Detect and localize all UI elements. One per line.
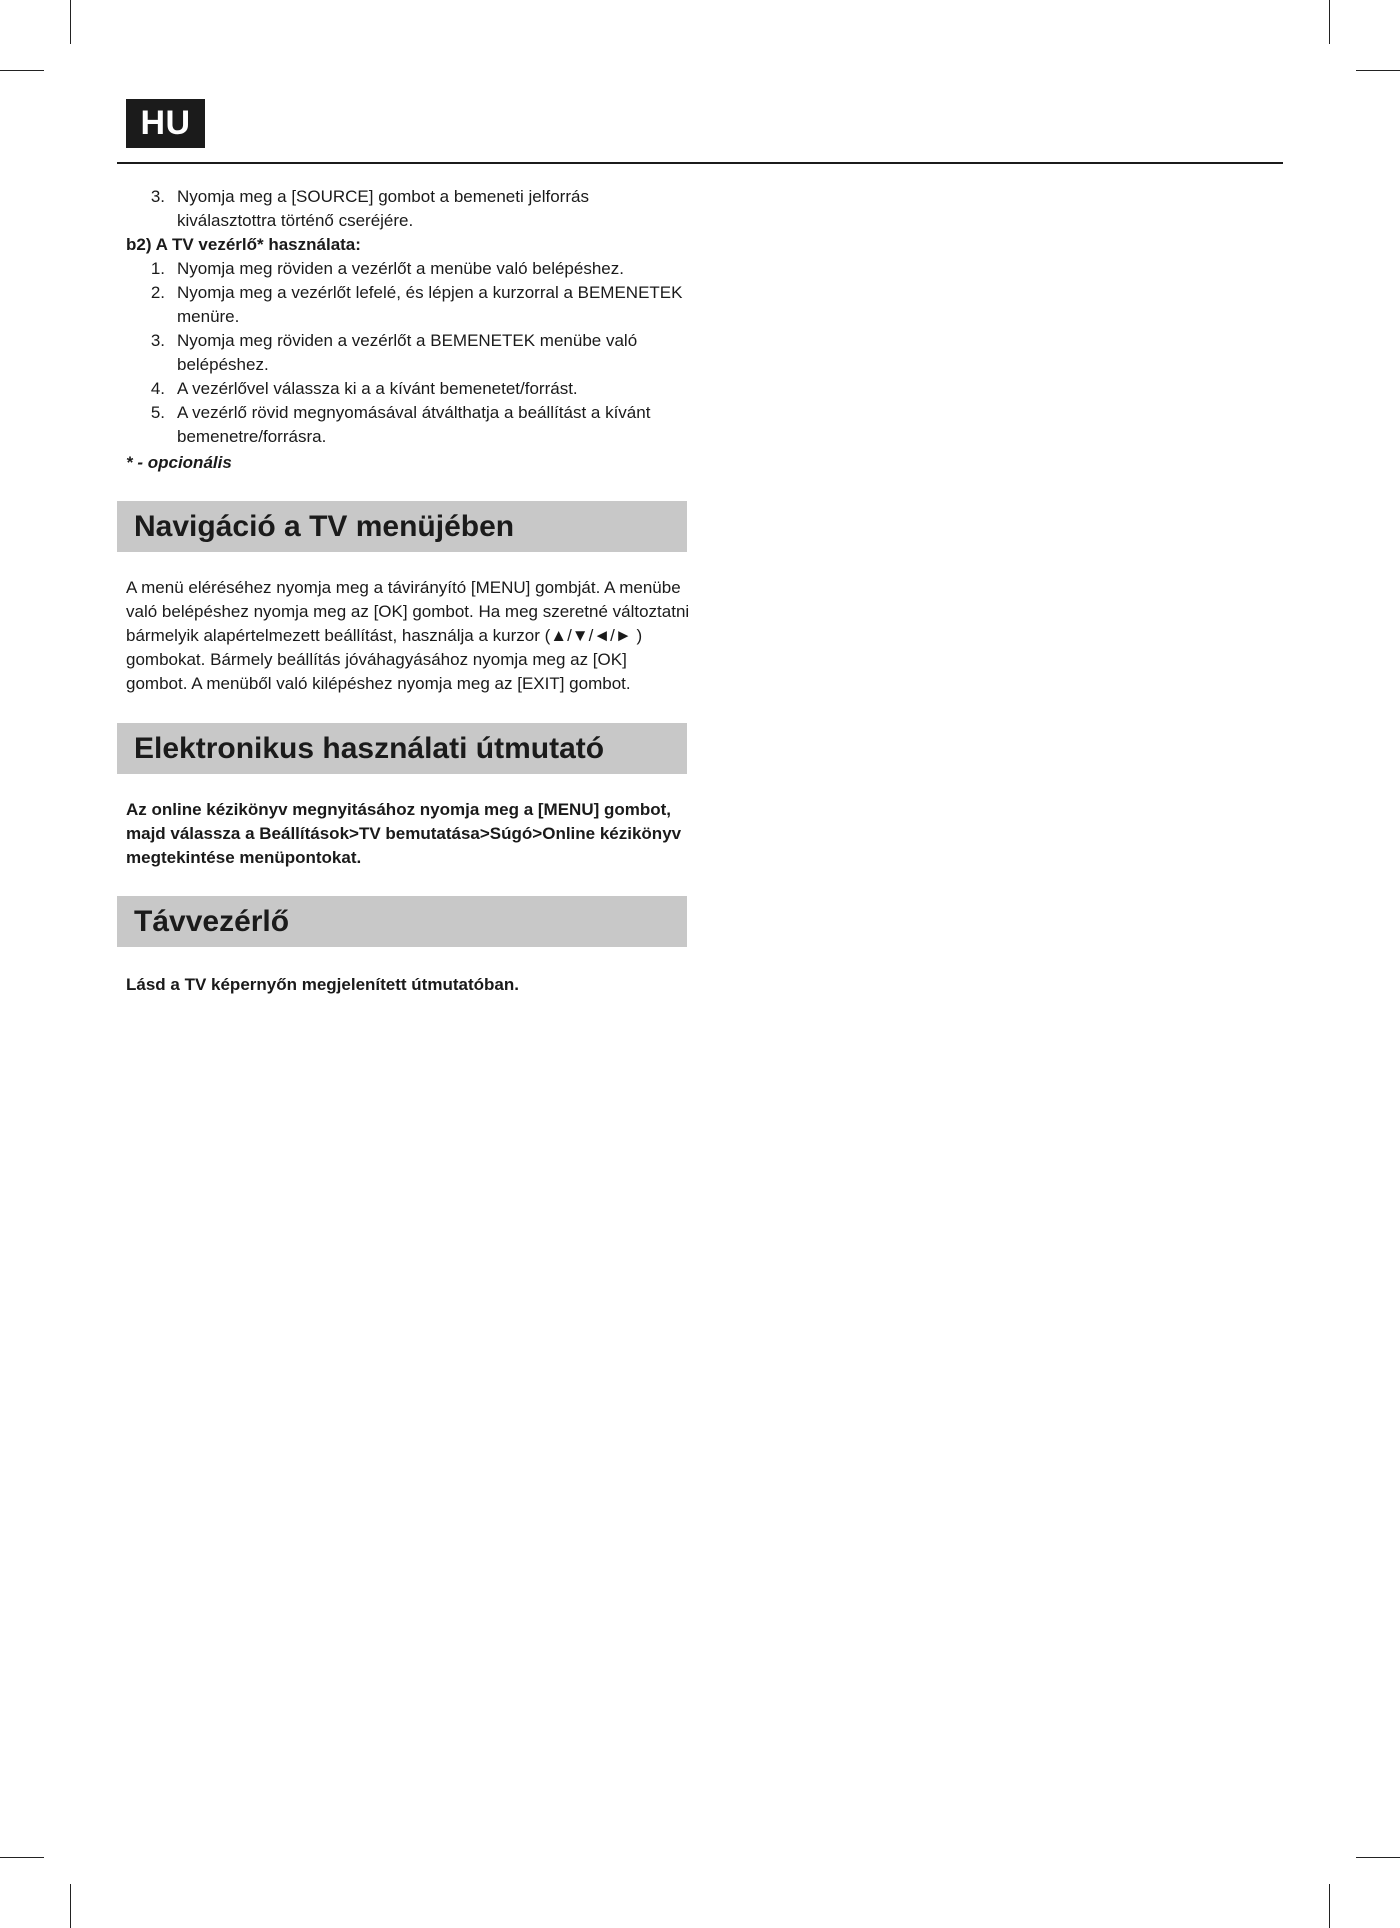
instruction-list — [117, 185, 687, 475]
list-item — [117, 377, 687, 401]
crop-mark — [70, 0, 71, 44]
list-item-text: Nyomja meg a [SOURCE] gombot a bemeneti jelforrás kiválasztottra történő cseréjére. — [177, 187, 589, 230]
list-item — [117, 185, 687, 233]
list-item-number: 5. — [150, 403, 165, 422]
list-item-text: Nyomja meg röviden a vezérlőt a menübe való belépéshez. — [177, 259, 624, 278]
language-badge: HU — [126, 99, 205, 148]
list-item-text: A vezérlő rövid megnyomásával átválthatja a beállítást a kívánt bemenetre/forrásra. — [177, 403, 651, 446]
section-header-manual — [117, 723, 687, 774]
crop-mark — [70, 1884, 71, 1928]
list-item — [117, 401, 687, 449]
crop-mark — [1329, 0, 1330, 44]
header-rule — [117, 162, 1283, 164]
crop-mark — [0, 70, 44, 71]
navigation-paragraph: A menü eléréséhez nyomja meg a távirányító [MENU] gombját. A menübe való belépéshez nyomja meg az [OK] gombot. Ha meg szeretné változtatni bármelyik alapértelmezett beállítást, használja a kurzor (▲/▼/◄/► ) gombokat. Bármely beállítás jóváhagyásához nyomja meg az [OK] gombot. A menüből való kilépéshez nyomja meg az [EXIT] gombot. — [126, 578, 690, 693]
optional-note: * - opcionális — [126, 453, 232, 472]
list-item-number: 3. — [150, 187, 165, 206]
section-header-remote — [117, 896, 687, 947]
list-item — [117, 329, 687, 377]
remote-paragraph: Lásd a TV képernyőn megjelenített útmutatóban. — [126, 975, 519, 994]
section-title: Elektronikus használati útmutató — [134, 731, 605, 765]
crop-mark — [1356, 1857, 1400, 1858]
section-title: Távvezérlő — [134, 904, 290, 938]
section-header-navigation — [117, 501, 687, 552]
list-item-number: 1. — [150, 259, 165, 278]
crop-mark — [1329, 1884, 1330, 1928]
manual-paragraph: Az online kézikönyv megnyitásához nyomja meg a [MENU] gombot, majd válassza a Beállítások>TV bemutatása>Súgó>Online kézikönyv megtekintése menüpontokat. — [126, 800, 682, 867]
list-item-text: Nyomja meg röviden a vezérlőt a BEMENETEK menübe való belépéshez. — [177, 331, 638, 374]
list-item-text: Nyomja meg a vezérlőt lefelé, és lépjen a kurzorral a BEMENETEK menüre. — [177, 283, 683, 326]
crop-mark — [1356, 70, 1400, 71]
section-title: Navigáció a TV menüjében — [134, 509, 515, 543]
list-item — [117, 281, 687, 329]
list-item-text: A vezérlővel válassza ki a a kívánt bemenetet/forrást. — [177, 379, 578, 398]
crop-mark — [0, 1857, 44, 1858]
list-item-number: 2. — [150, 283, 165, 302]
sub-heading: b2) A TV vezérlő* használata: — [126, 235, 361, 254]
list-item — [117, 257, 687, 281]
list-item-number: 3. — [150, 331, 165, 350]
list-item-number: 4. — [150, 379, 165, 398]
